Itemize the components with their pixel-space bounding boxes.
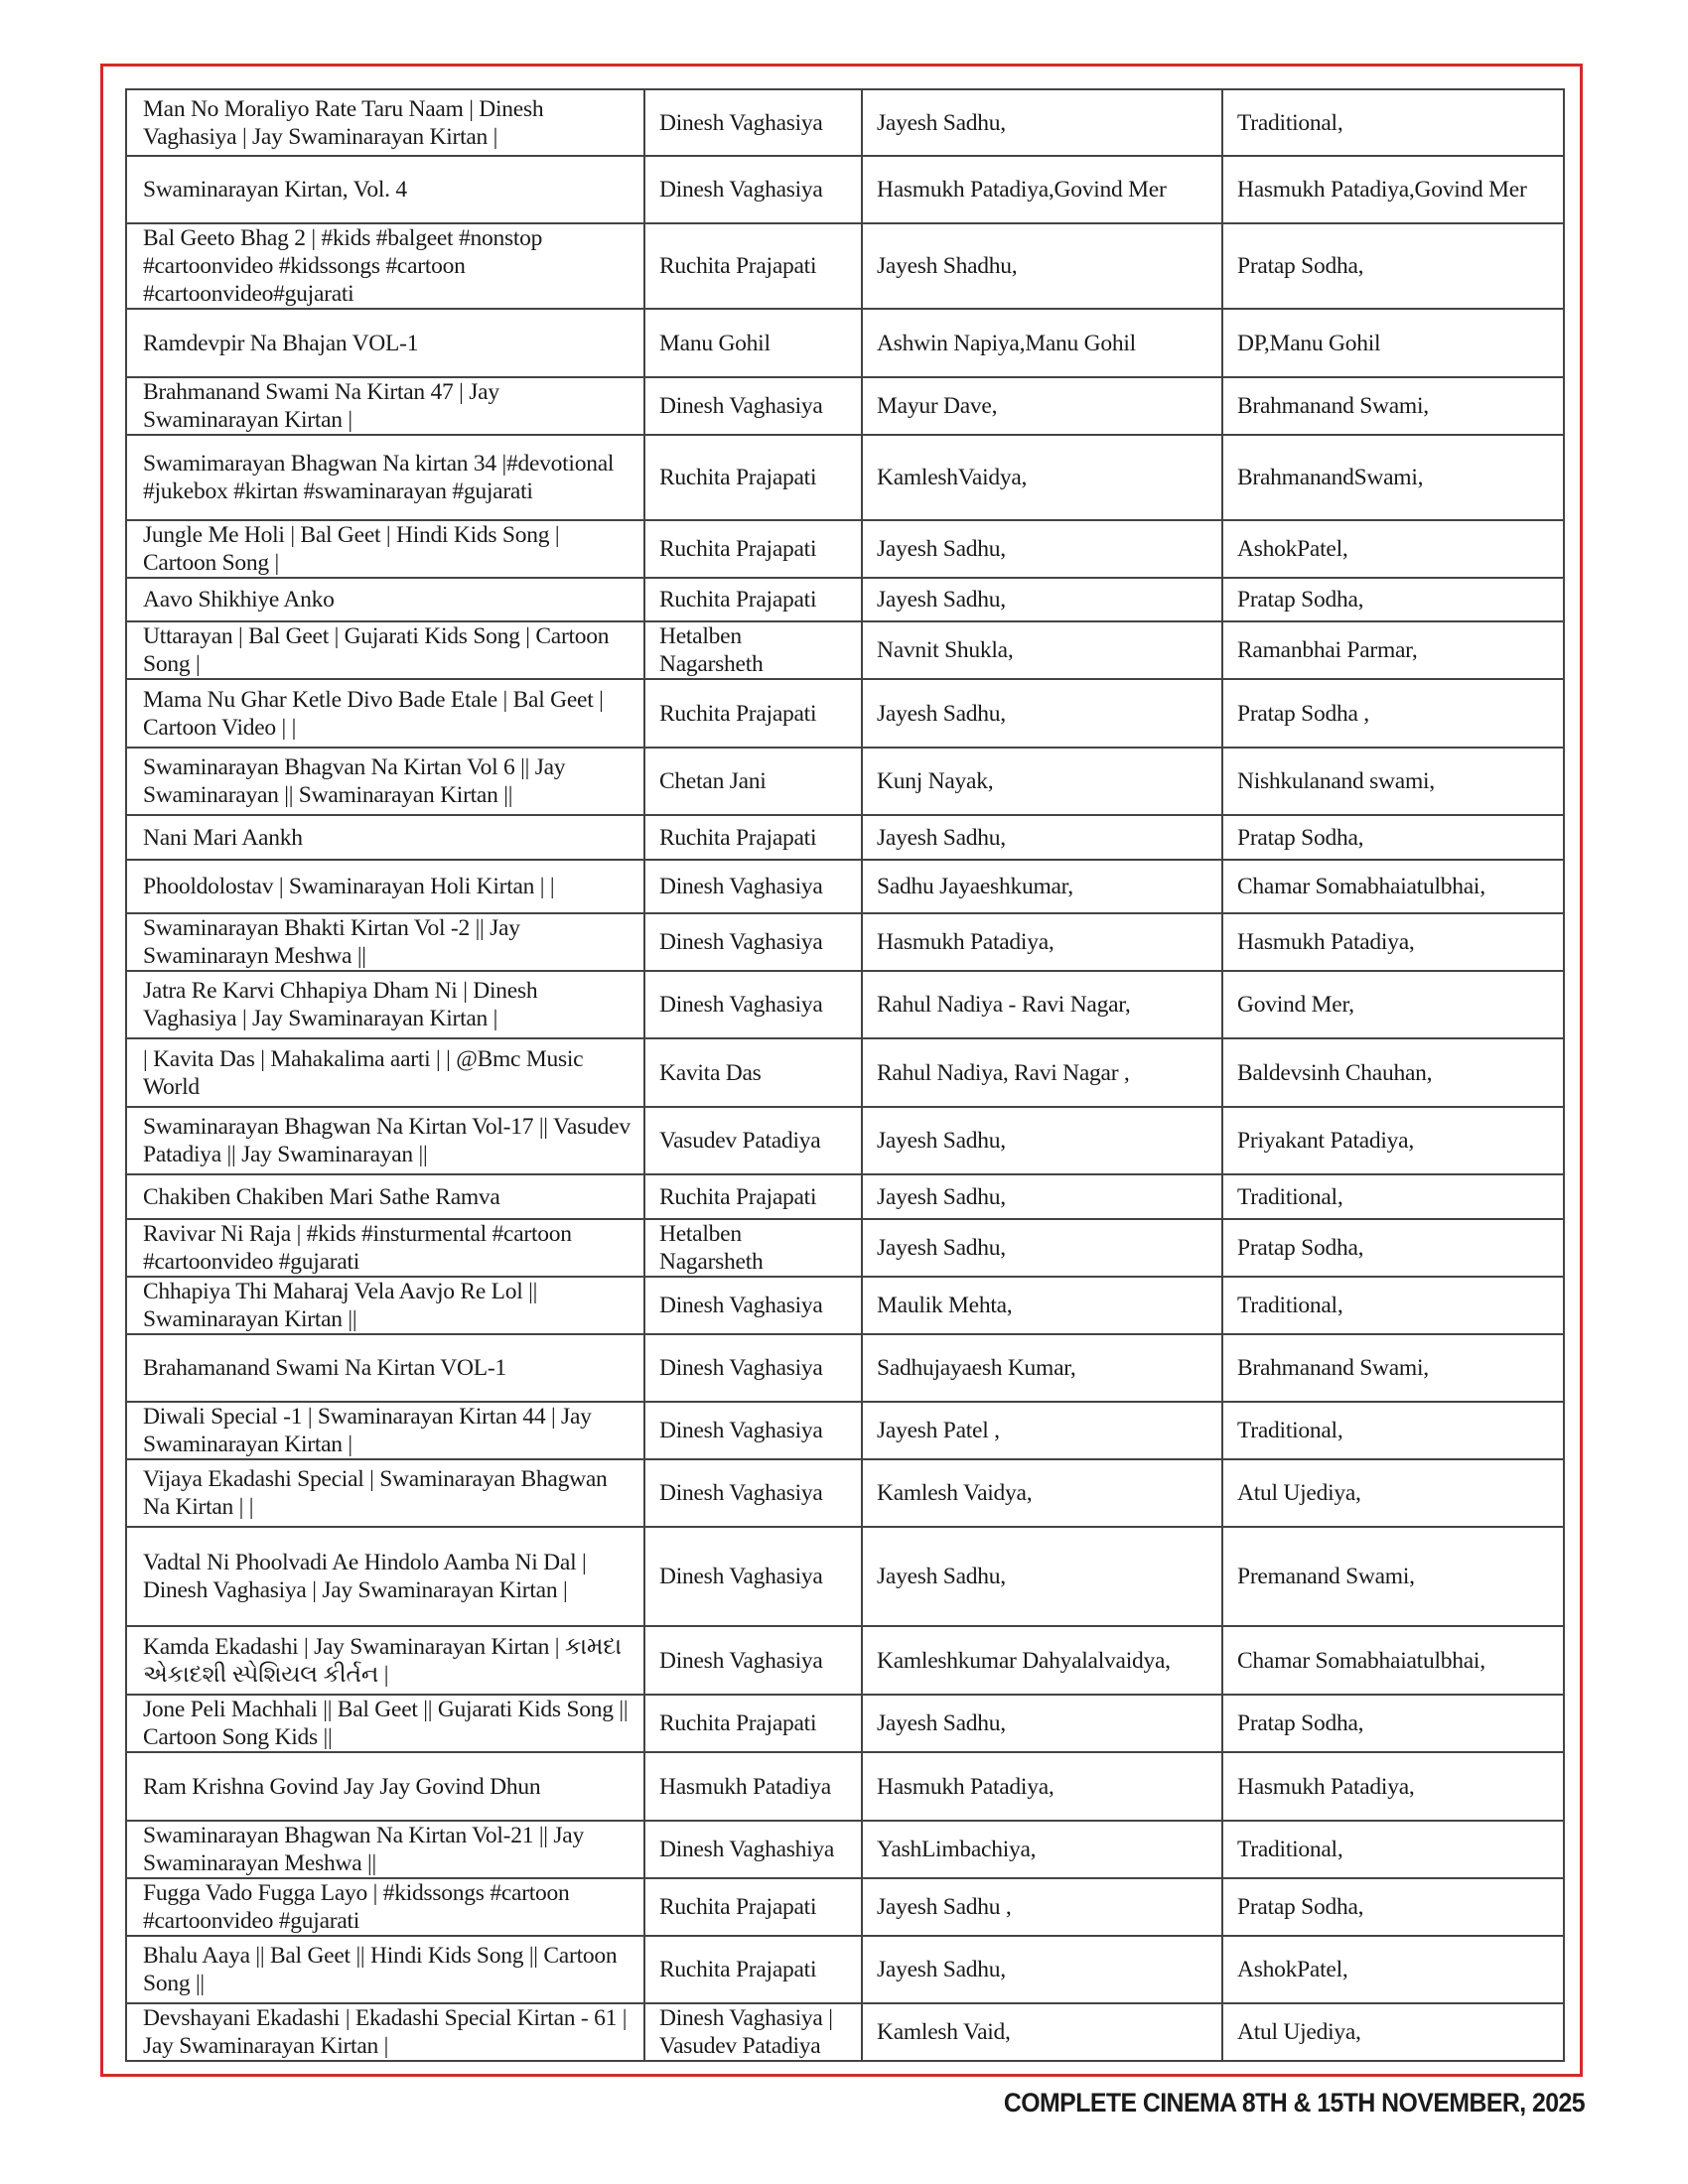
singer-cell: Ruchita Prajapati (644, 1936, 862, 2003)
table-row (126, 520, 1564, 578)
table-row (126, 860, 1564, 913)
song-title-cell: Bal Geeto Bhag 2 | #kids #balgeet #nonstop #cartoonvideo #kidssongs #cartoon #cartoonvideo#gujarati (126, 223, 644, 309)
lyricist-cell: Hasmukh Patadiya,Govind Mer (1222, 156, 1564, 223)
music-director-cell: Maulik Mehta, (862, 1277, 1222, 1334)
lyricist-cell: Pratap Sodha, (1222, 815, 1564, 860)
music-director-cell: Rahul Nadiya - Ravi Nagar, (862, 971, 1222, 1038)
lyricist-cell: Atul Ujediya, (1222, 1459, 1564, 1527)
music-director-cell: Jayesh Sadhu, (862, 1695, 1222, 1752)
singer-cell: Dinesh Vaghashiya (644, 1821, 862, 1878)
song-title-cell: Fugga Vado Fugga Layo | #kidssongs #cartoon #cartoonvideo #gujarati (126, 1878, 644, 1936)
music-director-cell: Rahul Nadiya, Ravi Nagar , (862, 1038, 1222, 1107)
song-title-cell: Jone Peli Machhali || Bal Geet || Gujarati Kids Song || Cartoon Song Kids || (126, 1695, 644, 1752)
table-body (126, 89, 1564, 2061)
table-row (126, 156, 1564, 223)
song-title-cell: Uttarayan | Bal Geet | Gujarati Kids Song | Cartoon Song | (126, 621, 644, 679)
publication-footer: COMPLETE CINEMA 8TH & 15TH NOVEMBER, 2025 (1003, 2088, 1585, 2117)
lyricist-cell: Traditional, (1222, 89, 1564, 156)
music-director-cell: YashLimbachiya, (862, 1821, 1222, 1878)
music-director-cell: Jayesh Patel , (862, 1402, 1222, 1459)
song-title-cell: Swamimarayan Bhagwan Na kirtan 34 |#devotional #jukebox #kirtan #swaminarayan #gujarati (126, 435, 644, 520)
music-director-cell: Jayesh Sadhu, (862, 520, 1222, 578)
table-row (126, 1174, 1564, 1219)
song-title-cell: Mama Nu Ghar Ketle Divo Bade Etale | Bal Geet | Cartoon Video | | (126, 679, 644, 748)
song-title-cell: Brahamanand Swami Na Kirtan VOL-1 (126, 1334, 644, 1402)
lyricist-cell: Brahmanand Swami, (1222, 1334, 1564, 1402)
song-title-cell: Devshayani Ekadashi | Ekadashi Special Kirtan - 61 | Jay Swaminarayan Kirtan | (126, 2003, 644, 2061)
singer-cell: Dinesh Vaghasiya (644, 1277, 862, 1334)
singer-cell: Dinesh Vaghasiya (644, 89, 862, 156)
singer-cell: Ruchita Prajapati (644, 815, 862, 860)
table-row (126, 913, 1564, 971)
singer-cell: Dinesh Vaghasiya (644, 971, 862, 1038)
music-director-cell: Jayesh Sadhu , (862, 1878, 1222, 1936)
lyricist-cell: AshokPatel, (1222, 520, 1564, 578)
lyricist-cell: AshokPatel, (1222, 1936, 1564, 2003)
table-row (126, 1878, 1564, 1936)
singer-cell: Kavita Das (644, 1038, 862, 1107)
table-row (126, 1277, 1564, 1334)
music-director-cell: Jayesh Sadhu, (862, 1107, 1222, 1174)
table-row (126, 1402, 1564, 1459)
table-row (126, 578, 1564, 621)
lyricist-cell: Pratap Sodha, (1222, 223, 1564, 309)
lyricist-cell: Pratap Sodha, (1222, 1219, 1564, 1277)
music-director-cell: Jayesh Shadhu, (862, 223, 1222, 309)
lyricist-cell: Pratap Sodha, (1222, 1695, 1564, 1752)
table-row (126, 1821, 1564, 1878)
song-title-cell: Swaminarayan Bhakti Kirtan Vol -2 || Jay Swaminarayn Meshwa || (126, 913, 644, 971)
lyricist-cell: Chamar Somabhaiatulbhai, (1222, 1626, 1564, 1695)
music-director-cell: Jayesh Sadhu, (862, 1936, 1222, 2003)
song-title-cell: | Kavita Das | Mahakalima aarti | | @Bmc Music World (126, 1038, 644, 1107)
lyricist-cell: Nishkulanand swami, (1222, 748, 1564, 815)
lyricist-cell: Brahmanand Swami, (1222, 377, 1564, 435)
lyricist-cell: Hasmukh Patadiya, (1222, 913, 1564, 971)
table-row (126, 89, 1564, 156)
singer-cell: Ruchita Prajapati (644, 679, 862, 748)
singer-cell: Hetalben Nagarsheth (644, 621, 862, 679)
singer-cell: Hasmukh Patadiya (644, 1752, 862, 1821)
singer-cell: Hetalben Nagarsheth (644, 1219, 862, 1277)
lyricist-cell: Ramanbhai Parmar, (1222, 621, 1564, 679)
table-row (126, 1695, 1564, 1752)
music-director-cell: Ashwin Napiya,Manu Gohil (862, 309, 1222, 377)
music-director-cell: Jayesh Sadhu, (862, 1219, 1222, 1277)
music-director-cell: Jayesh Sadhu, (862, 1174, 1222, 1219)
lyricist-cell: Govind Mer, (1222, 971, 1564, 1038)
table-row (126, 377, 1564, 435)
singer-cell: Ruchita Prajapati (644, 578, 862, 621)
song-title-cell: Jatra Re Karvi Chhapiya Dham Ni | Dinesh Vaghasiya | Jay Swaminarayan Kirtan | (126, 971, 644, 1038)
music-director-cell: Kunj Nayak, (862, 748, 1222, 815)
singer-cell: Dinesh Vaghasiya (644, 913, 862, 971)
singer-cell: Dinesh Vaghasiya (644, 1626, 862, 1695)
singer-cell: Dinesh Vaghasiya (644, 1402, 862, 1459)
singer-cell: Ruchita Prajapati (644, 223, 862, 309)
song-listing-table (125, 88, 1565, 2062)
music-director-cell: Hasmukh Patadiya,Govind Mer (862, 156, 1222, 223)
song-title-cell: Swaminarayan Bhagwan Na Kirtan Vol-21 || Jay Swaminarayan Meshwa || (126, 1821, 644, 1878)
table-row (126, 1107, 1564, 1174)
song-title-cell: Bhalu Aaya || Bal Geet || Hindi Kids Song || Cartoon Song || (126, 1936, 644, 2003)
song-title-cell: Swaminarayan Kirtan, Vol. 4 (126, 156, 644, 223)
table-row (126, 748, 1564, 815)
table-row (126, 1626, 1564, 1695)
lyricist-cell: BrahmanandSwami, (1222, 435, 1564, 520)
music-director-cell: Sadhu Jayaeshkumar, (862, 860, 1222, 913)
music-director-cell: Jayesh Sadhu, (862, 815, 1222, 860)
song-title-cell: Man No Moraliyo Rate Taru Naam | Dinesh Vaghasiya | Jay Swaminarayan Kirtan | (126, 89, 644, 156)
singer-cell: Dinesh Vaghasiya (644, 1334, 862, 1402)
song-title-cell: Ramdevpir Na Bhajan VOL-1 (126, 309, 644, 377)
song-title-cell: Ram Krishna Govind Jay Jay Govind Dhun (126, 1752, 644, 1821)
song-title-cell: Kamda Ekadashi | Jay Swaminarayan Kirtan | કામદા એકાદશી સ્પેશિયલ કીર્તન | (126, 1626, 644, 1695)
table-row (126, 621, 1564, 679)
singer-cell: Ruchita Prajapati (644, 520, 862, 578)
song-title-cell: Aavo Shikhiye Anko (126, 578, 644, 621)
table-row (126, 679, 1564, 748)
lyricist-cell: Pratap Sodha , (1222, 679, 1564, 748)
music-director-cell: KamleshVaidya, (862, 435, 1222, 520)
song-title-cell: Vijaya Ekadashi Special | Swaminarayan Bhagwan Na Kirtan | | (126, 1459, 644, 1527)
music-director-cell: Jayesh Sadhu, (862, 679, 1222, 748)
table-row (126, 309, 1564, 377)
music-director-cell: Hasmukh Patadiya, (862, 913, 1222, 971)
music-director-cell: Jayesh Sadhu, (862, 89, 1222, 156)
singer-cell: Dinesh Vaghasiya (644, 156, 862, 223)
lyricist-cell: Traditional, (1222, 1402, 1564, 1459)
table-row (126, 1334, 1564, 1402)
lyricist-cell: Pratap Sodha, (1222, 1878, 1564, 1936)
song-title-cell: Jungle Me Holi | Bal Geet | Hindi Kids Song | Cartoon Song | (126, 520, 644, 578)
song-title-cell: Nani Mari Aankh (126, 815, 644, 860)
singer-cell: Ruchita Prajapati (644, 1174, 862, 1219)
table-row (126, 1459, 1564, 1527)
singer-cell: Ruchita Prajapati (644, 1878, 862, 1936)
singer-cell: Dinesh Vaghasiya (644, 1459, 862, 1527)
lyricist-cell: Baldevsinh Chauhan, (1222, 1038, 1564, 1107)
table-row (126, 1527, 1564, 1626)
singer-cell: Ruchita Prajapati (644, 1695, 862, 1752)
song-title-cell: Swaminarayan Bhagwan Na Kirtan Vol-17 || Vasudev Patadiya || Jay Swaminarayan || (126, 1107, 644, 1174)
music-director-cell: Kamlesh Vaidya, (862, 1459, 1222, 1527)
singer-cell: Vasudev Patadiya (644, 1107, 862, 1174)
music-director-cell: Kamlesh Vaid, (862, 2003, 1222, 2061)
table-row (126, 435, 1564, 520)
music-director-cell: Jayesh Sadhu, (862, 1527, 1222, 1626)
music-director-cell: Hasmukh Patadiya, (862, 1752, 1222, 1821)
lyricist-cell: Traditional, (1222, 1277, 1564, 1334)
table-row (126, 223, 1564, 309)
song-title-cell: Diwali Special -1 | Swaminarayan Kirtan 44 | Jay Swaminarayan Kirtan | (126, 1402, 644, 1459)
singer-cell: Manu Gohil (644, 309, 862, 377)
lyricist-cell: Pratap Sodha, (1222, 578, 1564, 621)
singer-cell: Chetan Jani (644, 748, 862, 815)
music-director-cell: Mayur Dave, (862, 377, 1222, 435)
table-row (126, 1038, 1564, 1107)
lyricist-cell: Chamar Somabhaiatulbhai, (1222, 860, 1564, 913)
singer-cell: Dinesh Vaghasiya (644, 377, 862, 435)
table-row (126, 1219, 1564, 1277)
music-director-cell: Sadhujayaesh Kumar, (862, 1334, 1222, 1402)
lyricist-cell: Priyakant Patadiya, (1222, 1107, 1564, 1174)
music-director-cell: Navnit Shukla, (862, 621, 1222, 679)
lyricist-cell: Atul Ujediya, (1222, 2003, 1564, 2061)
singer-cell: Dinesh Vaghasiya (644, 1527, 862, 1626)
lyricist-cell: Hasmukh Patadiya, (1222, 1752, 1564, 1821)
table-row (126, 971, 1564, 1038)
table-row (126, 1752, 1564, 1821)
music-director-cell: Kamleshkumar Dahyalalvaidya, (862, 1626, 1222, 1695)
song-title-cell: Phooldolostav | Swaminarayan Holi Kirtan | | (126, 860, 644, 913)
song-title-cell: Swaminarayan Bhagvan Na Kirtan Vol 6 || Jay Swaminarayan || Swaminarayan Kirtan || (126, 748, 644, 815)
song-title-cell: Chakiben Chakiben Mari Sathe Ramva (126, 1174, 644, 1219)
singer-cell: Dinesh Vaghasiya | Vasudev Patadiya (644, 2003, 862, 2061)
singer-cell: Ruchita Prajapati (644, 435, 862, 520)
table-row (126, 815, 1564, 860)
lyricist-cell: Premanand Swami, (1222, 1527, 1564, 1626)
song-title-cell: Ravivar Ni Raja | #kids #insturmental #cartoon #cartoonvideo #gujarati (126, 1219, 644, 1277)
table-row (126, 1936, 1564, 2003)
table-row (126, 2003, 1564, 2061)
song-title-cell: Brahmanand Swami Na Kirtan 47 | Jay Swaminarayan Kirtan | (126, 377, 644, 435)
lyricist-cell: Traditional, (1222, 1174, 1564, 1219)
song-title-cell: Vadtal Ni Phoolvadi Ae Hindolo Aamba Ni Dal | Dinesh Vaghasiya | Jay Swaminarayan Kirtan | (126, 1527, 644, 1626)
song-title-cell: Chhapiya Thi Maharaj Vela Aavjo Re Lol || Swaminarayan Kirtan || (126, 1277, 644, 1334)
music-director-cell: Jayesh Sadhu, (862, 578, 1222, 621)
singer-cell: Dinesh Vaghasiya (644, 860, 862, 913)
lyricist-cell: Traditional, (1222, 1821, 1564, 1878)
lyricist-cell: DP,Manu Gohil (1222, 309, 1564, 377)
